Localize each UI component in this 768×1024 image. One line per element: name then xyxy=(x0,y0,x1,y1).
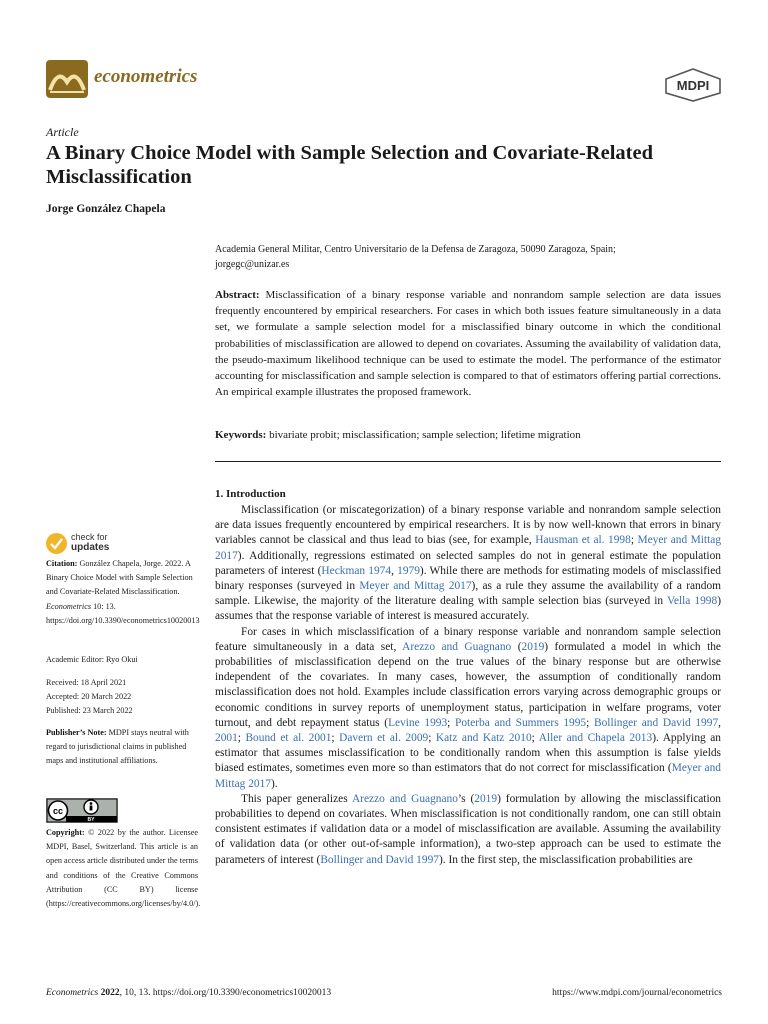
footer-journal-url[interactable]: https://www.mdpi.com/journal/econometrics xyxy=(552,988,722,998)
mdpi-logo-icon xyxy=(664,68,722,102)
citation-block xyxy=(46,557,198,628)
mdpi-logo-text: MDPI xyxy=(676,78,710,93)
publisher-note-text: MDPI stays neutral with regard to jurisdictional claims in published maps and institutional affiliations. xyxy=(46,728,189,766)
journal-logo-icon xyxy=(46,60,88,98)
abstract xyxy=(215,287,721,400)
abstract-text: Misclassification of a binary response variable and nonrandom sample selection are data issues frequently encountered by empirical researchers. For cases in which both issues feature simultaneously in a data set, we formulate a sample selection model for a misclassified binary outcome in which the conditional probabilities of misclassification are allowed to depend on covariates. Assuming the availability of validation data, the pseudo-maximum likelihood technique can be used to estimate the model. The performance of the estimator accounting for misclassification and sample selection is compared to that of estimators offering partial corrections. An empirical example illustrates the proposed framework. xyxy=(215,289,721,399)
citation-link[interactable]: Poterba and Summers 1995 xyxy=(455,716,587,729)
citation-link[interactable]: Aller and Chapela 2013 xyxy=(538,732,653,745)
publisher-note-label: Publisher’s Note: xyxy=(46,728,107,737)
citation-link[interactable]: 2019 xyxy=(474,792,498,805)
footer-doi: , 10, 13. https://doi.org/10.3390/econometrics10020013 xyxy=(119,988,332,998)
citation-link[interactable]: Bollinger and David 1997 xyxy=(320,853,439,866)
citation-link[interactable]: Arezzo and Guagnano xyxy=(351,792,458,805)
author-name: Jorge González Chapela xyxy=(46,203,166,215)
check-label: check for xyxy=(71,532,108,542)
updates-label: updates xyxy=(71,542,110,553)
citation-link[interactable]: 1979 xyxy=(397,564,420,577)
copyright-block xyxy=(46,826,201,911)
article-title: A Binary Choice Model with Sample Selection and Covariate-Related Misclassification xyxy=(46,142,653,188)
citation-link[interactable]: Heckman 1974 xyxy=(321,564,392,577)
article-type: Article xyxy=(46,125,79,139)
copyright-text: © 2022 by the author. Licensee MDPI, Basel, Switzerland. This article is an open access article distributed under the terms and conditions of the Creative Commons Attribution (CC BY) license (https://creativecommons.org/licenses/by/4.0/). xyxy=(46,828,201,909)
citation-link[interactable]: 2001 xyxy=(215,732,238,745)
citation-link[interactable]: Arezzo and Guagnano xyxy=(402,640,512,653)
publisher-note xyxy=(46,726,198,769)
divider xyxy=(215,461,721,462)
citation-link[interactable]: Meyer and Mittag 2017 xyxy=(359,580,472,593)
journal-name: econometrics xyxy=(94,66,198,87)
citation-text: González Chapela, Jorge. 2022. A Binary Choice Model with Sample Selection and Covariate-Related Misclassification. xyxy=(46,559,193,597)
received-date: Received: 18 April 2021 xyxy=(46,678,127,687)
citation-link[interactable]: Davern et al. 2009 xyxy=(339,732,429,745)
affiliation xyxy=(215,242,725,272)
citation-journal: Econometrics xyxy=(46,601,92,611)
body-text xyxy=(215,503,721,868)
citation-link[interactable]: Meyer and Mittag 2017 xyxy=(215,534,722,562)
citation-link[interactable]: Katz and Katz 2010 xyxy=(435,732,532,745)
published-date: Published: 23 March 2022 xyxy=(46,706,133,716)
citation-link[interactable]: Bound et al. 2001 xyxy=(245,732,332,745)
keywords-text: bivariate probit; misclassification; sample selection; lifetime migration xyxy=(269,429,581,441)
affiliation-line: Academia General Militar, Centro Universitario de la Defensa de Zaragoza, 50090 Zaragoza, Spain; xyxy=(215,244,616,255)
footer-journal: Econometrics xyxy=(46,988,99,998)
check-for-updates-badge[interactable] xyxy=(46,532,176,556)
keywords xyxy=(215,428,721,443)
academic-editor: Academic Editor: Ryo Okui xyxy=(46,655,138,664)
cc-by-license-icon[interactable] xyxy=(46,798,118,823)
cc-by-label: BY xyxy=(87,817,95,823)
abstract-label: Abstract: xyxy=(215,289,260,301)
citation-link[interactable]: Levine 1993 xyxy=(388,716,448,729)
citation-link[interactable]: Bollinger and David 1997 xyxy=(594,716,719,729)
keywords-label: Keywords: xyxy=(215,429,267,441)
citation-link[interactable]: Hausman et al. 1998 xyxy=(535,534,631,547)
paragraph: Misclassification (or miscategorization) of a binary response variable and nonrandom sample selection are data issues frequently encountered by empirical researchers. It is by now well-known that errors in binary variables cannot be classical and thus lead to bias (see, for example, Hausman et al. 1998; Meyer and Mittag 2017). Additionally, regressions estimated on selected samples do not in general estimate the population parameters of interest (Heckman 1974, 1979). While there are methods for estimating models of misclassified binary responses (surveyed in Meyer and Mittag 2017), as a rule they assume the availability of a random sample. Likewise, the majority of the literature dealing with sample selection bias (surveyed in Vella 1998) assumes that the response variable of interest is measured accurately. xyxy=(215,504,722,623)
citation-link[interactable]: Meyer and Mittag 2017 xyxy=(215,762,721,790)
footer-year: 2022 xyxy=(100,988,120,998)
dates-block xyxy=(46,676,198,719)
citation-link[interactable]: Vella 1998 xyxy=(666,595,718,608)
svg-text:cc: cc xyxy=(52,806,64,816)
paragraph: This paper generalizes Arezzo and Guagnano’s (2019) formulation by allowing the misclassification probabilities to depend on covariates. When misclassification is not conditionally random, one can still obtain consistent estimates if validation data or a model of misclassification are available. Assuming the availability of validation data (or other out-of-sample information), a two-step approach can be used to estimate the parameters of interest (Bollinger and David 1997). In the first step, the misclassification probabilities are xyxy=(215,792,722,866)
check-icon xyxy=(46,533,67,554)
citation-link[interactable]: 2019 xyxy=(521,640,545,653)
author-email[interactable]: jorgegc@unizar.es xyxy=(215,259,290,270)
citation-doi: 10: 13. https://doi.org/10.3390/econometrics10020013 xyxy=(46,601,200,625)
copyright-label: Copyright: xyxy=(46,828,85,837)
paragraph: For cases in which misclassification of a binary response variable and nonrandom sample selection feature simultaneously in a data set, Arezzo and Guagnano (2019) formulated a model in which the probabilities of misclassification depend on the true values of the binary response but are otherwise independent of the covariates. In many cases, however, the assumption of conditionally random misclassification does not hold. Examples include classification errors varying across demographic groups or economic conditions in survey reports of unemployment status, participation in welfare programs, voter turnout, and debt repayment status (Levine 1993; Poterba and Summers 1995; Bollinger and David 1997, 2001; Bound et al. 2001; Davern et al. 2009; Katz and Katz 2010; Aller and Chapela 2013). Applying an estimator that assumes misclassification to be conditionally random when this assumption is false yields biased estimates, sometimes even more so than estimators that do not correct for misclassification (Meyer and Mittag 2017). xyxy=(215,625,722,790)
accepted-date: Accepted: 20 March 2022 xyxy=(46,692,132,702)
section-heading: 1. Introduction xyxy=(215,488,286,500)
footer-citation xyxy=(46,988,331,998)
citation-label: Citation: xyxy=(46,559,78,568)
